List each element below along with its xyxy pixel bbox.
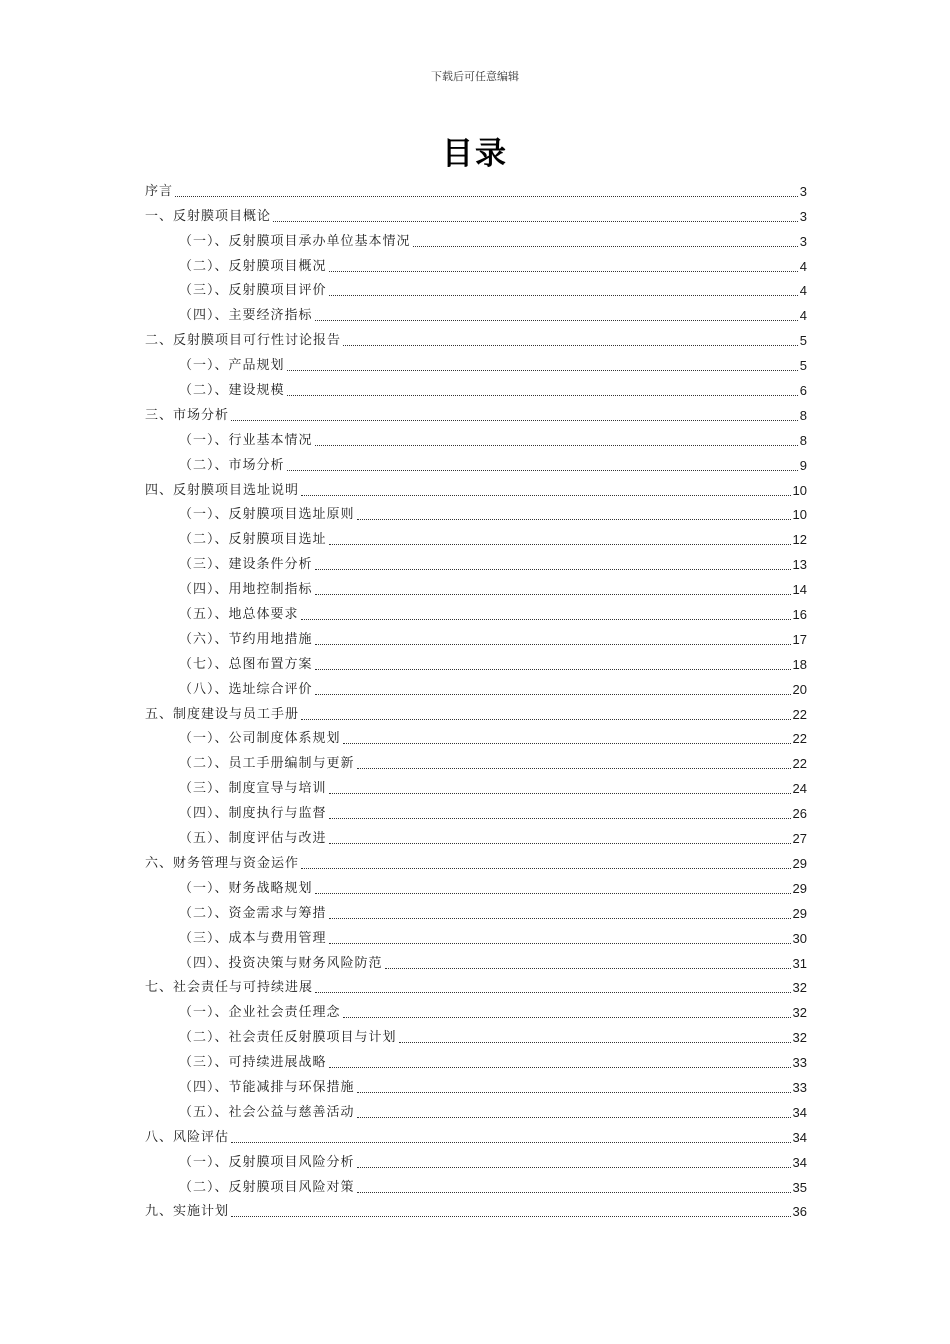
toc-entry-title: （二）、建设规模 [179,383,285,399]
toc-title: 目录 [442,136,508,172]
toc-dot-leader [329,294,798,296]
toc-subsection-entry[interactable] [145,1021,807,1046]
toc-dot-leader [329,270,798,272]
toc-subsection-entry[interactable] [145,947,807,972]
toc-dot-leader [287,469,798,471]
toc-page-number: 6 [799,383,807,399]
toc-subsection-entry[interactable] [145,424,807,449]
toc-dot-leader [329,842,791,844]
toc-page-number: 9 [799,457,807,473]
toc-section-entry[interactable] [145,847,807,872]
toc-section-entry[interactable] [145,972,807,997]
toc-subsection-entry[interactable] [145,1071,807,1096]
toc-entry-title: （三）、成本与费用管理 [179,930,327,946]
toc-page-number: 29 [792,880,807,896]
toc-dot-leader [329,1066,791,1068]
table-of-contents [145,175,807,1220]
toc-section-entry[interactable] [145,474,807,499]
toc-subsection-entry[interactable] [145,797,807,822]
toc-page-number: 18 [792,656,807,672]
toc-section-entry[interactable] [145,1121,807,1146]
toc-entry-title: （三）、建设条件分析 [179,557,313,573]
toc-page-number: 29 [792,855,807,871]
toc-page-number: 17 [792,631,807,647]
toc-entry-title: （一）、公司制度体系规划 [179,731,341,747]
toc-dot-leader [343,742,791,744]
toc-dot-leader [301,718,791,720]
toc-subsection-entry[interactable] [145,449,807,474]
toc-subsection-entry[interactable] [145,523,807,548]
toc-page-number: 4 [799,283,807,299]
toc-subsection-entry[interactable] [145,1171,807,1196]
toc-page-number: 34 [792,1129,807,1145]
toc-dot-leader [315,319,798,321]
toc-dot-leader [329,792,791,794]
toc-dot-leader [301,618,791,620]
toc-dot-leader [301,494,791,496]
toc-dot-leader [413,245,798,247]
toc-page-number: 24 [792,781,807,797]
toc-page-number: 35 [792,1179,807,1195]
toc-dot-leader [399,1041,791,1043]
toc-subsection-entry[interactable] [145,548,807,573]
toc-page-number: 33 [792,1055,807,1071]
toc-page-number: 3 [799,233,807,249]
toc-dot-leader [315,444,798,446]
toc-dot-leader [329,543,791,545]
toc-entry-title: （六）、节约用地措施 [179,631,313,647]
toc-entry-title: 八、风险评估 [145,1129,230,1145]
toc-entry-title: （二）、资金需求与筹措 [179,905,327,921]
toc-entry-title: 序言 [145,183,174,199]
toc-page-number: 34 [792,1154,807,1170]
toc-dot-leader [329,942,791,944]
toc-dot-leader [385,967,791,969]
toc-page-number: 29 [792,905,807,921]
toc-subsection-entry[interactable] [145,1096,807,1121]
toc-entry-title: 二、反射膜项目可行性讨论报告 [145,333,342,349]
toc-subsection-entry[interactable] [145,897,807,922]
toc-page-number: 16 [792,607,807,623]
toc-page-number: 31 [792,955,807,971]
toc-subsection-entry[interactable] [145,772,807,797]
toc-entry-title: 三、市场分析 [145,407,230,423]
toc-entry-title: （一）、财务战略规划 [179,880,313,896]
toc-dot-leader [357,1191,791,1193]
toc-entry-title: （一）、反射膜项目承办单位基本情况 [179,233,411,249]
toc-entry-title: （二）、市场分析 [179,457,285,473]
toc-page-number: 8 [799,432,807,448]
toc-page-number: 4 [799,308,807,324]
toc-subsection-entry[interactable] [145,623,807,648]
toc-page-number: 30 [792,930,807,946]
toc-entry-title: （二）、员工手册编制与更新 [179,756,355,772]
toc-dot-leader [273,220,798,222]
toc-dot-leader [343,344,798,346]
toc-dot-leader [343,1016,791,1018]
toc-entry-title: 四、反射膜项目选址说明 [145,482,300,498]
toc-subsection-entry[interactable] [145,922,807,947]
toc-dot-leader [315,693,791,695]
toc-page-number: 14 [792,582,807,598]
toc-entry-title: 七、社会责任与可持续进展 [145,980,314,996]
toc-dot-leader [357,518,791,520]
toc-dot-leader [315,593,791,595]
toc-entry-title: （二）、反射膜项目风险对策 [179,1179,355,1195]
toc-dot-leader [315,568,791,570]
toc-subsection-entry[interactable] [145,299,807,324]
toc-dot-leader [329,817,791,819]
toc-subsection-entry[interactable] [145,996,807,1021]
toc-page-number: 20 [792,681,807,697]
toc-dot-leader [357,1116,791,1118]
toc-subsection-entry[interactable] [145,747,807,772]
toc-entry-title: （三）、制度宣导与培训 [179,781,327,797]
toc-page-number: 32 [792,1030,807,1046]
toc-subsection-entry[interactable] [145,275,807,300]
toc-dot-leader [315,668,791,670]
toc-page-number: 32 [792,1005,807,1021]
toc-section-entry[interactable] [145,324,807,349]
toc-dot-leader [301,867,791,869]
toc-dot-leader [357,767,791,769]
toc-page-number: 10 [792,507,807,523]
toc-entry-title: （一）、反射膜项目选址原则 [179,507,355,523]
toc-subsection-entry[interactable] [145,1046,807,1071]
toc-entry-title: 六、财务管理与资金运作 [145,855,300,871]
toc-dot-leader [315,991,791,993]
toc-page-number: 5 [799,333,807,349]
toc-page-number: 4 [799,258,807,274]
toc-section-entry[interactable] [145,175,807,200]
toc-page-number: 13 [792,557,807,573]
toc-subsection-entry[interactable] [145,822,807,847]
toc-subsection-entry[interactable] [145,872,807,897]
toc-page-number: 8 [799,407,807,423]
toc-subsection-entry[interactable] [145,250,807,275]
toc-entry-title: （八）、选址综合评价 [179,681,313,697]
toc-page-number: 3 [799,183,807,199]
toc-section-entry[interactable] [145,698,807,723]
toc-entry-title: （一）、行业基本情况 [179,432,313,448]
toc-page-number: 22 [792,731,807,747]
toc-dot-leader [315,643,791,645]
toc-entry-title: （二）、反射膜项目概况 [179,258,327,274]
toc-dot-leader [231,419,798,421]
toc-page-number: 22 [792,756,807,772]
toc-subsection-entry[interactable] [145,374,807,399]
toc-page-number: 5 [799,358,807,374]
toc-entry-title: （三）、反射膜项目评价 [179,283,327,299]
toc-dot-leader [287,369,798,371]
toc-subsection-entry[interactable] [145,598,807,623]
toc-entry-title: （四）、节能减排与环保措施 [179,1079,355,1095]
toc-page-number: 10 [792,482,807,498]
toc-entry-title: （四）、制度执行与监督 [179,806,327,822]
toc-entry-title: （二）、反射膜项目选址 [179,532,327,548]
toc-entry-title: （一）、反射膜项目风险分析 [179,1154,355,1170]
toc-entry-title: 一、反射膜项目概论 [145,208,272,224]
toc-section-entry[interactable] [145,1196,807,1221]
toc-entry-title: （一）、企业社会责任理念 [179,1005,341,1021]
toc-page-number: 36 [792,1204,807,1220]
toc-entry-title: 五、制度建设与员工手册 [145,706,300,722]
toc-dot-leader [231,1141,791,1143]
toc-entry-title: （二）、社会责任反射膜项目与计划 [179,1030,397,1046]
toc-entry-title: （五）、社会公益与慈善活动 [179,1104,355,1120]
toc-entry-title: （四）、用地控制指标 [179,582,313,598]
toc-subsection-entry[interactable] [145,723,807,748]
toc-subsection-entry[interactable] [145,673,807,698]
toc-page-number: 26 [792,806,807,822]
toc-subsection-entry[interactable] [145,573,807,598]
toc-page-number: 22 [792,706,807,722]
toc-dot-leader [329,917,791,919]
toc-subsection-entry[interactable] [145,225,807,250]
toc-subsection-entry[interactable] [145,349,807,374]
toc-subsection-entry[interactable] [145,1146,807,1171]
toc-page-number: 3 [799,208,807,224]
toc-entry-title: （七）、总图布置方案 [179,656,313,672]
toc-entry-title: （四）、主要经济指标 [179,308,313,324]
toc-dot-leader [357,1091,791,1093]
toc-page-number: 34 [792,1104,807,1120]
toc-entry-title: （四）、投资决策与财务风险防范 [179,955,383,971]
toc-page-number: 32 [792,980,807,996]
page-header-note: 下载后可任意编辑 [431,70,519,83]
toc-dot-leader [231,1215,791,1217]
toc-section-entry[interactable] [145,399,807,424]
toc-dot-leader [357,1166,791,1168]
toc-page-number: 33 [792,1079,807,1095]
toc-dot-leader [287,394,798,396]
toc-entry-title: （五）、制度评估与改进 [179,831,327,847]
toc-entry-title: （三）、可持续进展战略 [179,1055,327,1071]
toc-section-entry[interactable] [145,200,807,225]
toc-entry-title: （一）、产品规划 [179,358,285,374]
toc-page-number: 27 [792,831,807,847]
toc-entry-title: 九、实施计划 [145,1204,230,1220]
toc-dot-leader [315,892,791,894]
toc-subsection-entry[interactable] [145,648,807,673]
toc-subsection-entry[interactable] [145,499,807,524]
toc-dot-leader [175,195,798,197]
toc-page-number: 12 [792,532,807,548]
toc-entry-title: （五）、地总体要求 [179,607,299,623]
